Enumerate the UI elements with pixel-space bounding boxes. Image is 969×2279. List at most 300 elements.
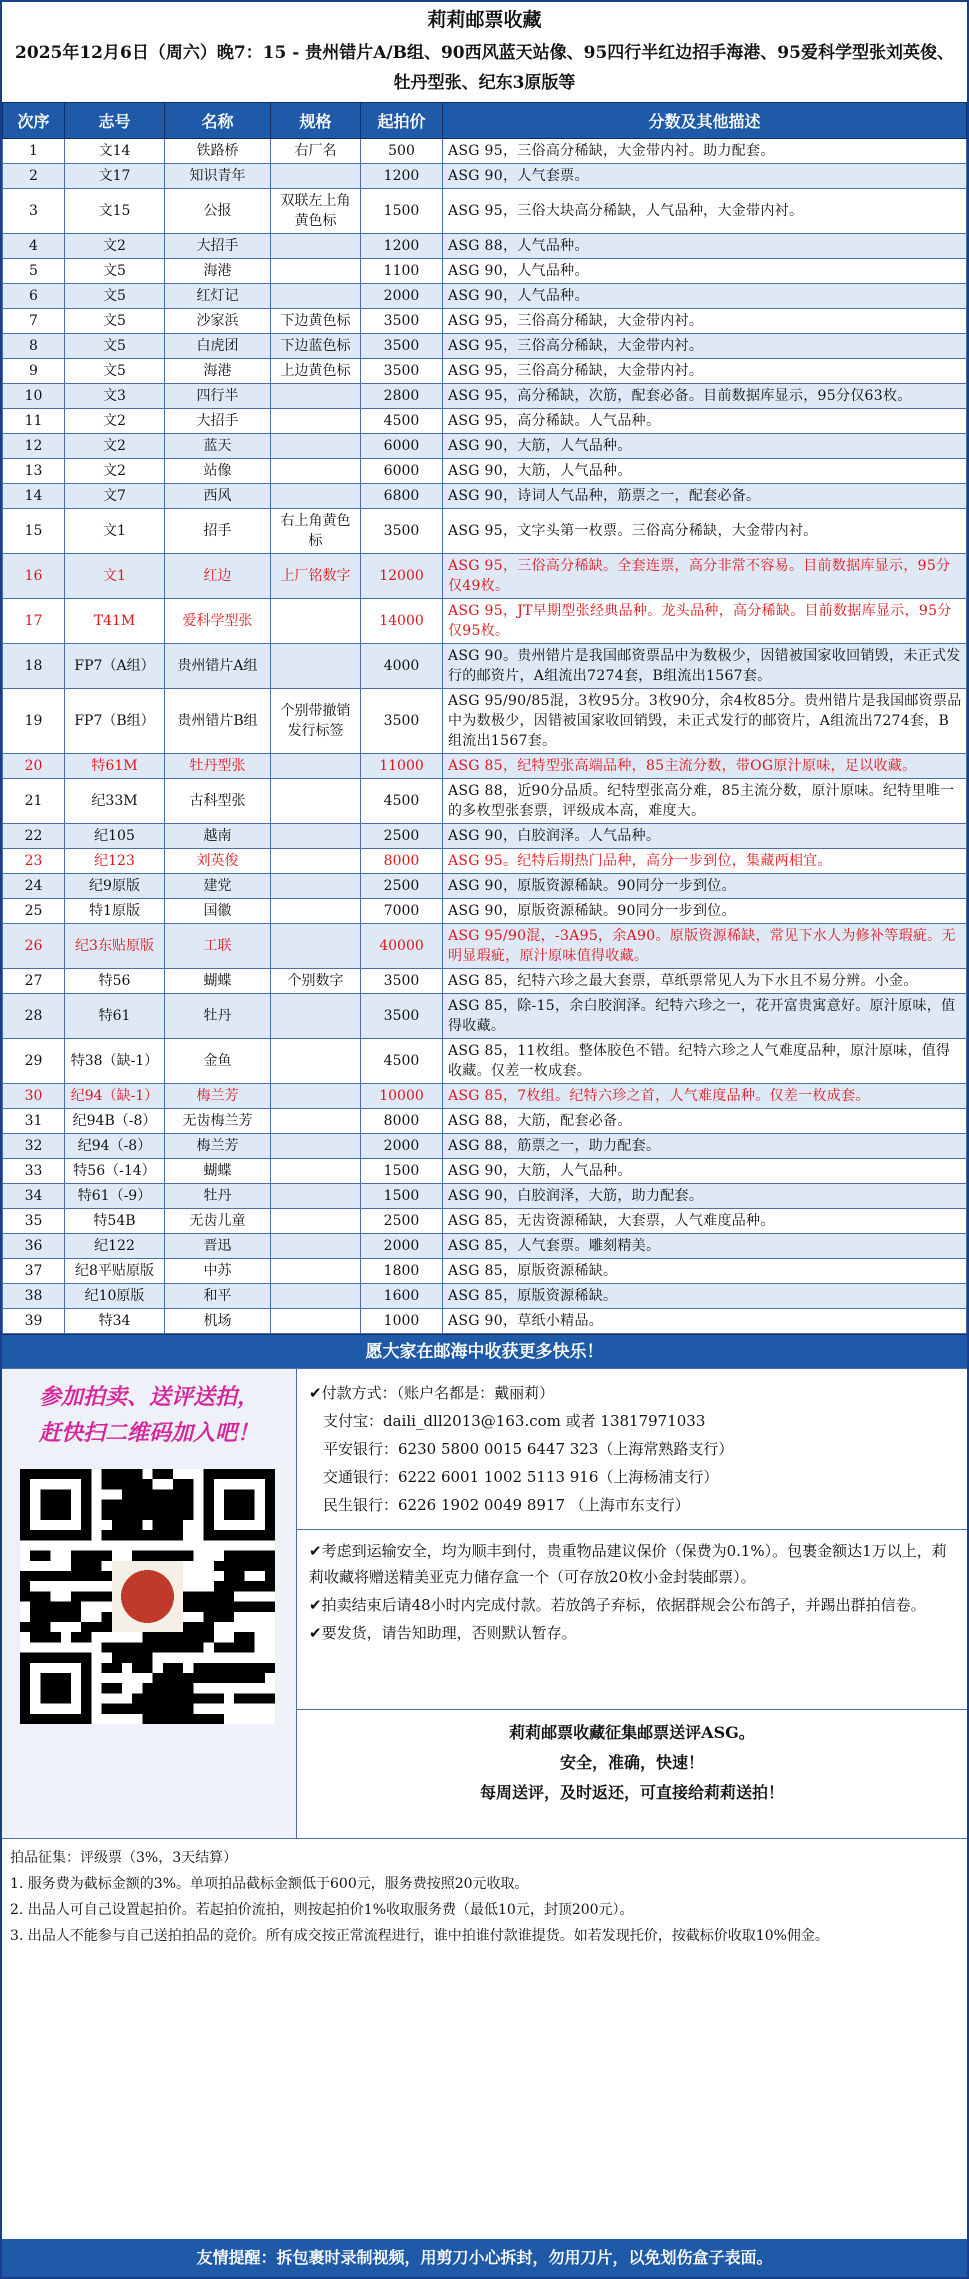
lot-table xyxy=(2,102,967,1334)
cell-spec xyxy=(271,1234,361,1259)
cell-no: 3 xyxy=(3,189,65,234)
table-row xyxy=(3,874,967,899)
table-row xyxy=(3,459,967,484)
col-header-no: 次序 xyxy=(3,103,65,139)
cell-spec: 下边黄色标 xyxy=(271,309,361,334)
rules-title: 拍品征集：评级票（3%，3天结算） xyxy=(10,1850,238,1866)
cell-price: 3500 xyxy=(361,509,443,554)
table-row xyxy=(3,189,967,234)
cell-price: 8000 xyxy=(361,1109,443,1134)
cell-price: 1600 xyxy=(361,1284,443,1309)
cell-price: 8000 xyxy=(361,849,443,874)
note-delivery: ✔要发货，请告知助理，否则默认暂存。 xyxy=(309,1624,577,1642)
cell-price: 2000 xyxy=(361,284,443,309)
cell-spec xyxy=(271,1259,361,1284)
cell-price: 3500 xyxy=(361,969,443,994)
cell-no: 32 xyxy=(3,1134,65,1159)
cell-no: 26 xyxy=(3,924,65,969)
lot-table-body xyxy=(3,139,967,1334)
table-row xyxy=(3,1284,967,1309)
table-row xyxy=(3,599,967,644)
cell-spec xyxy=(271,994,361,1039)
cell-price: 2500 xyxy=(361,874,443,899)
table-row xyxy=(3,509,967,554)
cell-desc: ASG 85，原版资源稀缺。 xyxy=(443,1284,967,1309)
wish-banner: 愿大家在邮海中收获更多快乐！ xyxy=(2,1334,967,1368)
cell-no: 13 xyxy=(3,459,65,484)
table-row xyxy=(3,899,967,924)
cell-spec xyxy=(271,1284,361,1309)
cell-spec xyxy=(271,259,361,284)
cell-no: 11 xyxy=(3,409,65,434)
cell-code: 文5 xyxy=(65,359,165,384)
cell-price: 2000 xyxy=(361,1134,443,1159)
cell-price: 12000 xyxy=(361,554,443,599)
cell-name: 知识青年 xyxy=(165,164,271,189)
cell-name: 牡丹型张 xyxy=(165,754,271,779)
cell-price: 2800 xyxy=(361,384,443,409)
cell-code: 纪123 xyxy=(65,849,165,874)
cell-name: 无齿儿童 xyxy=(165,1209,271,1234)
cell-no: 33 xyxy=(3,1159,65,1184)
cell-desc: ASG 90，白胶润泽，大筋，助力配套。 xyxy=(443,1184,967,1209)
cell-name: 蓝天 xyxy=(165,434,271,459)
cell-name: 公报 xyxy=(165,189,271,234)
cell-price: 1800 xyxy=(361,1259,443,1284)
table-row xyxy=(3,284,967,309)
table-row xyxy=(3,644,967,689)
cell-no: 31 xyxy=(3,1109,65,1134)
cell-price: 3500 xyxy=(361,689,443,754)
col-header-code: 志号 xyxy=(65,103,165,139)
cell-code: FP7（A组） xyxy=(65,644,165,689)
cell-spec: 个别带撤销发行标签 xyxy=(271,689,361,754)
cell-name: 红边 xyxy=(165,554,271,599)
col-header-price: 起拍价 xyxy=(361,103,443,139)
cell-price: 2500 xyxy=(361,1209,443,1234)
cell-no: 19 xyxy=(3,689,65,754)
page-title: 莉莉邮票收藏 xyxy=(427,9,542,31)
cell-name: 海港 xyxy=(165,359,271,384)
cell-spec xyxy=(271,1134,361,1159)
cell-name: 大招手 xyxy=(165,234,271,259)
rule-1: 1. 服务费为截标金额的3%。单项拍品截标金额低于600元，服务费按照20元收取。 xyxy=(10,1876,529,1892)
cell-name: 白虎团 xyxy=(165,334,271,359)
cell-spec xyxy=(271,824,361,849)
cell-no: 21 xyxy=(3,779,65,824)
cell-spec xyxy=(271,599,361,644)
cell-price: 4500 xyxy=(361,779,443,824)
table-row xyxy=(3,754,967,779)
collect-line-1: 莉莉邮票收藏征集邮票送评ASG。 xyxy=(509,1723,755,1742)
cell-name: 晋迅 xyxy=(165,1234,271,1259)
cell-name: 越南 xyxy=(165,824,271,849)
cell-code: 文5 xyxy=(65,309,165,334)
payment-header: ✔付款方式：（账户名都是：戴丽莉） xyxy=(309,1384,555,1402)
cell-desc: ASG 95，三俗高分稀缺。全套连票，高分非常不容易。目前数据库显示，95分仅49枚。 xyxy=(443,554,967,599)
cell-price: 500 xyxy=(361,139,443,164)
cell-no: 30 xyxy=(3,1084,65,1109)
cell-price: 1100 xyxy=(361,259,443,284)
cell-spec xyxy=(271,1209,361,1234)
cell-price: 40000 xyxy=(361,924,443,969)
cell-name: 无齿梅兰芳 xyxy=(165,1109,271,1134)
cell-no: 2 xyxy=(3,164,65,189)
cell-code: 特38（缺-1） xyxy=(65,1039,165,1084)
cell-price: 4500 xyxy=(361,409,443,434)
cell-no: 8 xyxy=(3,334,65,359)
table-row xyxy=(3,994,967,1039)
cell-code: 文2 xyxy=(65,409,165,434)
cell-spec: 上边黄色标 xyxy=(271,359,361,384)
promo-line-2: 赶快扫二维码加入吧！ xyxy=(38,1420,259,1446)
cell-code: 文1 xyxy=(65,509,165,554)
cell-desc: ASG 85，7枚组。纪特六珍之首，人气难度品种。仅差一枚成套。 xyxy=(443,1084,967,1109)
cell-desc: ASG 90，人气品种。 xyxy=(443,259,967,284)
cell-spec xyxy=(271,1159,361,1184)
cell-name: 蝴蝶 xyxy=(165,1159,271,1184)
cell-spec xyxy=(271,1084,361,1109)
table-row xyxy=(3,1039,967,1084)
cell-name: 爱科学型张 xyxy=(165,599,271,644)
cell-spec: 个别数字 xyxy=(271,969,361,994)
cell-name: 站像 xyxy=(165,459,271,484)
payment-bank-pingan: 平安银行：6230 5800 0015 6447 323（上海常熟路支行） xyxy=(323,1440,734,1458)
table-row xyxy=(3,259,967,284)
table-row xyxy=(3,434,967,459)
cell-spec xyxy=(271,1109,361,1134)
col-header-spec: 规格 xyxy=(271,103,361,139)
cell-desc: ASG 90，原版资源稀缺。90同分一步到位。 xyxy=(443,874,967,899)
cell-code: 纪94（缺-1） xyxy=(65,1084,165,1109)
cell-desc: ASG 90，大筋，人气品种。 xyxy=(443,459,967,484)
cell-code: 文14 xyxy=(65,139,165,164)
cell-code: 纪8平贴原版 xyxy=(65,1259,165,1284)
cell-price: 1200 xyxy=(361,164,443,189)
cell-name: 招手 xyxy=(165,509,271,554)
cell-spec xyxy=(271,1039,361,1084)
cell-desc: ASG 85，原版资源稀缺。 xyxy=(443,1259,967,1284)
cell-spec: 上厂铭数字 xyxy=(271,554,361,599)
cell-spec xyxy=(271,899,361,924)
cell-price: 1500 xyxy=(361,189,443,234)
cell-no: 36 xyxy=(3,1234,65,1259)
cell-spec: 双联左上角黄色标 xyxy=(271,189,361,234)
cell-desc: ASG 95，JT早期型张经典品种。龙头品种，高分稀缺。目前数据库显示，95分仅95枚。 xyxy=(443,599,967,644)
cell-spec: 下边蓝色标 xyxy=(271,334,361,359)
cell-desc: ASG 90，大筋，人气品种。 xyxy=(443,434,967,459)
cell-code: 文2 xyxy=(65,434,165,459)
cell-code: 文1 xyxy=(65,554,165,599)
cell-desc: ASG 85，纪特六珍之最大套票，草纸票常见人为下水且不易分辨。小金。 xyxy=(443,969,967,994)
col-header-name: 名称 xyxy=(165,103,271,139)
cell-price: 2000 xyxy=(361,1234,443,1259)
cell-spec xyxy=(271,234,361,259)
cell-no: 29 xyxy=(3,1039,65,1084)
cell-desc: ASG 90。贵州错片是我国邮资票品中为数极少，因错被国家收回销毁，未正式发行的邮资片，A组流出7274套，B组流出1567套。 xyxy=(443,644,967,689)
cell-price: 1500 xyxy=(361,1184,443,1209)
cell-no: 25 xyxy=(3,899,65,924)
table-row xyxy=(3,1184,967,1209)
cell-price: 1000 xyxy=(361,1309,443,1334)
table-row xyxy=(3,484,967,509)
cell-desc: ASG 85，除-15，余白胶润泽。纪特六珍之一，花开富贵寓意好。原汁原味，值得收藏。 xyxy=(443,994,967,1039)
table-row xyxy=(3,1084,967,1109)
table-row xyxy=(3,1259,967,1284)
cell-desc: ASG 85，11枚组。整体胶色不错。纪特六珍之人气难度品种，原汁原味，值得收藏。仅差一枚成套。 xyxy=(443,1039,967,1084)
cell-name: 沙家浜 xyxy=(165,309,271,334)
cell-price: 11000 xyxy=(361,754,443,779)
qr-logo-figure xyxy=(121,1570,174,1623)
cell-name: 西风 xyxy=(165,484,271,509)
cell-no: 10 xyxy=(3,384,65,409)
cell-name: 建党 xyxy=(165,874,271,899)
cell-no: 18 xyxy=(3,644,65,689)
cell-name: 红灯记 xyxy=(165,284,271,309)
rule-3: 3. 出品人不能参与自己送拍拍品的竞价。所有成交按正常流程进行，谁中拍谁付款谁提货。如若发现托价，按截标价收取10%佣金。 xyxy=(10,1928,829,1944)
cell-no: 35 xyxy=(3,1209,65,1234)
cell-price: 3500 xyxy=(361,359,443,384)
cell-no: 1 xyxy=(3,139,65,164)
cell-desc: ASG 90，大筋，人气品种。 xyxy=(443,1159,967,1184)
cell-desc: ASG 95，高分稀缺，次筋，配套必备。目前数据库显示，95分仅63枚。 xyxy=(443,384,967,409)
cell-code: 文5 xyxy=(65,284,165,309)
cell-code: 特61（-9） xyxy=(65,1184,165,1209)
cell-no: 15 xyxy=(3,509,65,554)
cell-desc: ASG 90，人气套票。 xyxy=(443,164,967,189)
cell-price: 6000 xyxy=(361,434,443,459)
cell-spec: 右上角黄色标 xyxy=(271,509,361,554)
cell-spec xyxy=(271,754,361,779)
cell-name: 海港 xyxy=(165,259,271,284)
promo-text xyxy=(2,1369,296,1451)
note-shipping: ✔考虑到运输安全，均为顺丰到付，贵重物品建议保价（保费为0.1%）。包裹金额达1万以上，莉莉收藏将赠送精美亚克力储存盒一个（可存放20枚小金封装邮票）。 xyxy=(309,1542,947,1586)
note-payment-deadline: ✔拍卖结束后请48小时内完成付款。若放鸽子弃标，依据群规会公布鸽子，并踢出群拍信卷。 xyxy=(309,1596,926,1614)
cell-spec xyxy=(271,1184,361,1209)
cell-code: 特34 xyxy=(65,1309,165,1334)
cell-desc: ASG 95，文字头第一枚票。三俗高分稀缺，大金带内衬。 xyxy=(443,509,967,554)
cell-code: FP7（B组） xyxy=(65,689,165,754)
cell-desc: ASG 95。纪特后期热门品种，高分一步到位，集藏两相宜。 xyxy=(443,849,967,874)
cell-price: 3500 xyxy=(361,994,443,1039)
cell-no: 22 xyxy=(3,824,65,849)
cell-name: 大招手 xyxy=(165,409,271,434)
table-row xyxy=(3,1209,967,1234)
cell-no: 4 xyxy=(3,234,65,259)
table-row xyxy=(3,359,967,384)
table-row xyxy=(3,849,967,874)
cell-spec xyxy=(271,779,361,824)
cell-spec xyxy=(271,164,361,189)
table-row xyxy=(3,689,967,754)
cell-no: 16 xyxy=(3,554,65,599)
cell-desc: ASG 95，三俗大块高分稀缺，人气品种，大金带内衬。 xyxy=(443,189,967,234)
cell-code: 纪3东贴原版 xyxy=(65,924,165,969)
cell-code: 特56（-14） xyxy=(65,1159,165,1184)
cell-name: 铁路桥 xyxy=(165,139,271,164)
cell-spec xyxy=(271,924,361,969)
cell-spec xyxy=(271,484,361,509)
cell-code: 文2 xyxy=(65,234,165,259)
cell-desc: ASG 95，三俗高分稀缺，大金带内衬。助力配套。 xyxy=(443,139,967,164)
cell-spec xyxy=(271,849,361,874)
cell-code: 纪122 xyxy=(65,1234,165,1259)
table-row xyxy=(3,309,967,334)
cell-price: 7000 xyxy=(361,899,443,924)
collect-line-2: 安全，准确，快速！ xyxy=(559,1753,704,1772)
cell-no: 7 xyxy=(3,309,65,334)
table-row xyxy=(3,1309,967,1334)
cell-desc: ASG 95，三俗高分稀缺，大金带内衬。 xyxy=(443,334,967,359)
cell-code: 文5 xyxy=(65,334,165,359)
payment-alipay: 支付宝：daili_dll2013@163.com 或者 13817971033 xyxy=(323,1412,706,1430)
cell-spec xyxy=(271,409,361,434)
payment-bank-minsheng: 民生银行：6226 1902 0049 8917 （上海市东支行） xyxy=(323,1496,690,1514)
table-row xyxy=(3,554,967,599)
cell-desc: ASG 90，人气品种。 xyxy=(443,284,967,309)
cell-code: 纪9原版 xyxy=(65,874,165,899)
cell-spec xyxy=(271,434,361,459)
cell-code: 纪105 xyxy=(65,824,165,849)
consignment-rules xyxy=(2,1838,967,1955)
rule-2: 2. 出品人可自己设置起拍价。若起拍价流拍，则按起拍价1%收取服务费（最低10元，封顶200元）。 xyxy=(10,1902,634,1918)
cell-code: 特61M xyxy=(65,754,165,779)
cell-code: 特61 xyxy=(65,994,165,1039)
cell-desc: ASG 85，纪特型张高端品种，85主流分数，带OG原汁原味，足以收藏。 xyxy=(443,754,967,779)
cell-desc: ASG 95，三俗高分稀缺，大金带内衬。 xyxy=(443,359,967,384)
table-row xyxy=(3,1109,967,1134)
cell-price: 14000 xyxy=(361,599,443,644)
cell-no: 24 xyxy=(3,874,65,899)
cell-no: 5 xyxy=(3,259,65,284)
cell-desc: ASG 90，白胶润泽。人气品种。 xyxy=(443,824,967,849)
cell-name: 牡丹 xyxy=(165,994,271,1039)
cell-spec xyxy=(271,874,361,899)
cell-no: 27 xyxy=(3,969,65,994)
table-row xyxy=(3,824,967,849)
cell-price: 1500 xyxy=(361,1159,443,1184)
cell-desc: ASG 85，无齿资源稀缺，大套票，人气难度品种。 xyxy=(443,1209,967,1234)
cell-desc: ASG 95，三俗高分稀缺，大金带内衬。 xyxy=(443,309,967,334)
table-row xyxy=(3,334,967,359)
cell-desc: ASG 90，草纸小精品。 xyxy=(443,1309,967,1334)
qr-code-image[interactable] xyxy=(20,1469,275,1724)
cell-name: 古科型张 xyxy=(165,779,271,824)
cell-code: 文5 xyxy=(65,259,165,284)
cell-no: 23 xyxy=(3,849,65,874)
table-row xyxy=(3,1234,967,1259)
cell-desc: ASG 95，高分稀缺。人气品种。 xyxy=(443,409,967,434)
cell-price: 3500 xyxy=(361,309,443,334)
cell-no: 20 xyxy=(3,754,65,779)
promo-line-1: 参加拍卖、送评送拍， xyxy=(38,1384,259,1410)
cell-no: 34 xyxy=(3,1184,65,1209)
cell-no: 39 xyxy=(3,1309,65,1334)
cell-name: 刘英俊 xyxy=(165,849,271,874)
cell-spec xyxy=(271,284,361,309)
shipping-notes xyxy=(297,1530,967,1710)
cell-no: 14 xyxy=(3,484,65,509)
cell-code: 纪10原版 xyxy=(65,1284,165,1309)
qr-code-graphic xyxy=(20,1469,275,1724)
table-row xyxy=(3,1134,967,1159)
promo-panel xyxy=(2,1369,297,1838)
cell-price: 2500 xyxy=(361,824,443,849)
cell-code: 文3 xyxy=(65,384,165,409)
cell-name: 和平 xyxy=(165,1284,271,1309)
cell-code: 纪94B（-8） xyxy=(65,1109,165,1134)
cell-no: 6 xyxy=(3,284,65,309)
table-row xyxy=(3,139,967,164)
cell-price: 3500 xyxy=(361,334,443,359)
cell-desc: ASG 95/90/85混，3枚95分。3枚90分，余4枚85分。贵州错片是我国邮资票品中为数极少，因错被国家收回销毁，未正式发行的邮资片，A组流出7274套，B组流出1567套。 xyxy=(443,689,967,754)
cell-spec xyxy=(271,459,361,484)
cell-name: 金鱼 xyxy=(165,1039,271,1084)
cell-price: 1200 xyxy=(361,234,443,259)
info-section xyxy=(2,1368,967,1838)
cell-name: 机场 xyxy=(165,1309,271,1334)
table-row xyxy=(3,1159,967,1184)
cell-name: 梅兰芳 xyxy=(165,1134,271,1159)
cell-spec xyxy=(271,384,361,409)
cell-no: 9 xyxy=(3,359,65,384)
cell-code: 文7 xyxy=(65,484,165,509)
cell-name: 贵州错片B组 xyxy=(165,689,271,754)
cell-desc: ASG 90，原版资源稀缺。90同分一步到位。 xyxy=(443,899,967,924)
details-panel xyxy=(297,1369,967,1838)
friendly-reminder: 友情提醒：拆包裹时录制视频，用剪刀小心拆封，勿用刀片，以免划伤盒子表面。 xyxy=(2,2239,967,2277)
table-row xyxy=(3,779,967,824)
cell-price: 10000 xyxy=(361,1084,443,1109)
table-row xyxy=(3,924,967,969)
cell-code: T41M xyxy=(65,599,165,644)
table-row xyxy=(3,234,967,259)
cell-spec: 右厂名 xyxy=(271,139,361,164)
table-row xyxy=(3,384,967,409)
cell-name: 国徽 xyxy=(165,899,271,924)
cell-code: 特54B xyxy=(65,1209,165,1234)
cell-code: 特56 xyxy=(65,969,165,994)
cell-code: 纪33M xyxy=(65,779,165,824)
cell-code: 文15 xyxy=(65,189,165,234)
cell-price: 6800 xyxy=(361,484,443,509)
table-row xyxy=(3,164,967,189)
cell-code: 纪94（-8） xyxy=(65,1134,165,1159)
table-row xyxy=(3,409,967,434)
cell-no: 28 xyxy=(3,994,65,1039)
cell-desc: ASG 85，人气套票。雕刻精美。 xyxy=(443,1234,967,1259)
cell-no: 38 xyxy=(3,1284,65,1309)
cell-desc: ASG 88，近90分品质。纪特型张高分难，85主流分数，原汁原味。纪特里唯一的多枚型张套票，评级成本高，难度大。 xyxy=(443,779,967,824)
table-header-row xyxy=(3,103,967,139)
cell-desc: ASG 95/90混，-3A95，余A90。原版资源稀缺，常见下水人为修补等瑕疵。无明显瑕疵，原汁原味值得收藏。 xyxy=(443,924,967,969)
collect-line-3: 每周送评，及时返还，可直接给莉莉送拍！ xyxy=(479,1783,784,1802)
cell-name: 工联 xyxy=(165,924,271,969)
cell-name: 四行半 xyxy=(165,384,271,409)
cell-desc: ASG 88，大筋，配套必备。 xyxy=(443,1109,967,1134)
cell-spec xyxy=(271,1309,361,1334)
cell-code: 特1原版 xyxy=(65,899,165,924)
page-subtitle: 2025年12月6日（周六）晚7：15 - 贵州错片A/B组、90西风蓝天站像、95四行半红边招手海港、95爱科学型张刘英俊、牡丹型张、纪东3原版等 xyxy=(15,43,954,93)
table-row xyxy=(3,969,967,994)
cell-no: 12 xyxy=(3,434,65,459)
cell-desc: ASG 88，人气品种。 xyxy=(443,234,967,259)
cell-name: 牡丹 xyxy=(165,1184,271,1209)
cell-no: 37 xyxy=(3,1259,65,1284)
collection-service xyxy=(297,1710,967,1838)
payment-info xyxy=(297,1369,967,1530)
cell-desc: ASG 88，筋票之一，助力配套。 xyxy=(443,1134,967,1159)
